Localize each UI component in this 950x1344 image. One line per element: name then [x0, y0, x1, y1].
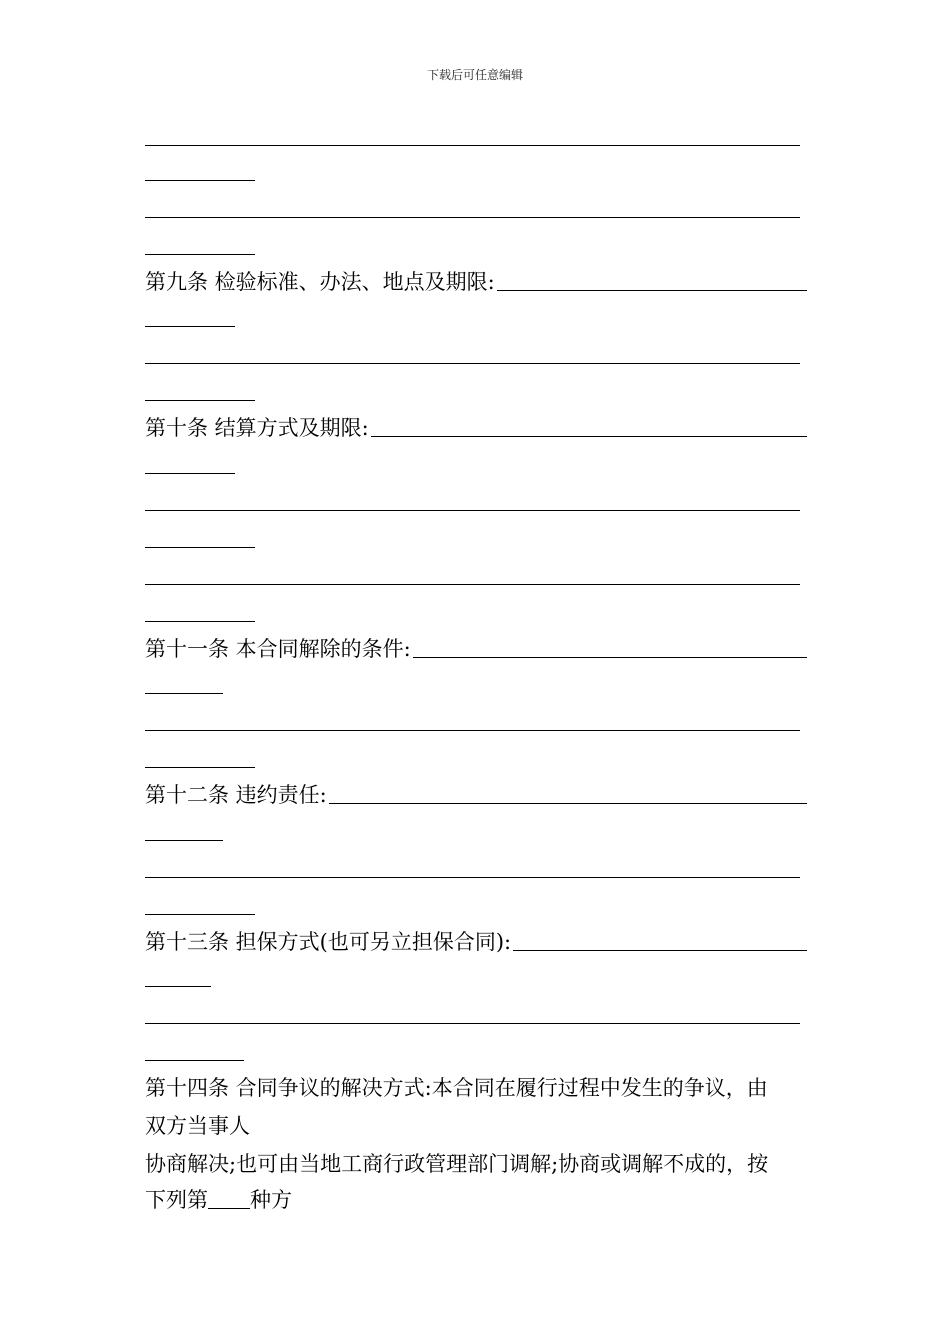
article-12 — [145, 783, 807, 807]
blank-line-short — [145, 914, 255, 915]
blank-line-short — [145, 180, 255, 181]
blank-line — [145, 1023, 800, 1024]
article-10 — [145, 416, 807, 440]
blank-line-short — [145, 621, 255, 622]
article-11 — [145, 637, 807, 661]
blank-line — [145, 584, 800, 585]
choice-blank — [208, 1190, 250, 1209]
blank-line-short — [145, 254, 255, 255]
page-header: 下载后可任意编辑 — [426, 68, 523, 82]
article-9-label: 第九条 检验标准、办法、地点及期限: — [145, 270, 495, 294]
article-14-line-4 — [145, 1188, 807, 1212]
blank-line-short — [145, 986, 211, 987]
blank-line — [145, 363, 800, 364]
article-10-label: 第十条 结算方式及期限: — [145, 416, 369, 440]
article-11-blank — [413, 657, 807, 658]
article-14-line-4-start: 下列第 — [145, 1188, 208, 1212]
article-12-blank — [329, 803, 807, 804]
blank-line — [145, 510, 800, 511]
blank-line-short — [145, 767, 255, 768]
blank-line-short — [145, 693, 223, 694]
article-14-line-1: 第十四条 合同争议的解决方式:本合同在履行过程中发生的争议，由 — [145, 1076, 768, 1100]
blank-line-short — [145, 326, 235, 327]
blank-line — [145, 877, 800, 878]
article-14-line-2: 双方当事人 — [145, 1114, 250, 1138]
blank-line-short — [145, 1060, 244, 1061]
article-14-line-3: 协商解决;也可由当地工商行政管理部门调解;协商或调解不成的，按 — [145, 1152, 769, 1176]
article-11-label: 第十一条 本合同解除的条件: — [145, 637, 411, 661]
article-14-line-4-end: 种方 — [250, 1188, 292, 1212]
article-13-label: 第十三条 担保方式(也可另立担保合同): — [145, 930, 512, 954]
blank-line — [145, 217, 800, 218]
article-9-blank — [497, 290, 807, 291]
blank-line-short — [145, 547, 255, 548]
article-9 — [145, 270, 807, 294]
article-12-label: 第十二条 违约责任: — [145, 783, 327, 807]
article-13-blank — [513, 950, 807, 951]
blank-line — [145, 145, 800, 146]
blank-line-short — [145, 400, 255, 401]
blank-line — [145, 730, 800, 731]
blank-line-short — [145, 473, 235, 474]
article-13 — [145, 930, 807, 954]
blank-line-short — [145, 840, 223, 841]
article-10-blank — [371, 436, 807, 437]
